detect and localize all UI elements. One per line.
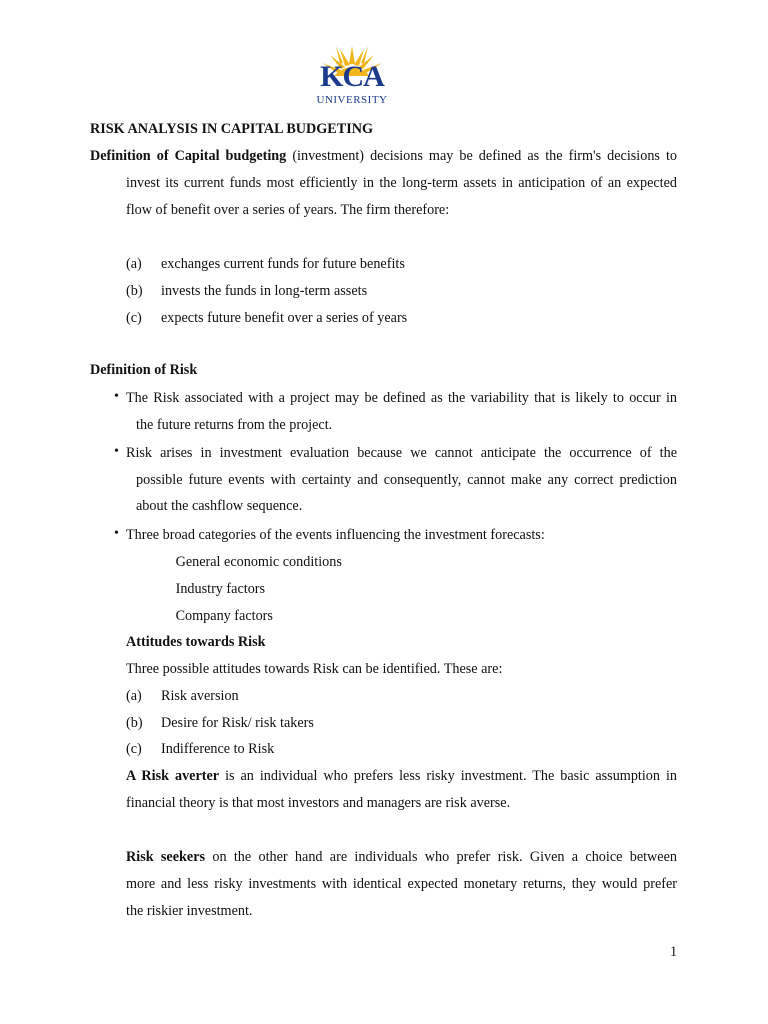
- page-number: 1: [670, 944, 678, 960]
- list-marker: (b): [126, 715, 143, 731]
- list-item: exchanges current funds for future benefits: [161, 256, 405, 272]
- attitudes-intro: Three possible attitudes towards Risk can be identified. These are:: [126, 661, 503, 677]
- list-item: invests the funds in long-term assets: [161, 283, 368, 299]
- list-marker: (a): [126, 256, 142, 272]
- risk-bullet-1-line-1: The Risk associated with a project may be defined as the variability that is likely to occur in: [126, 390, 677, 406]
- list-marker: (b): [126, 283, 143, 299]
- risk-bullet-2-line-2: possible future events with certainty and consequently, cannot make any correct prediction: [136, 472, 677, 488]
- risk-bullet-2-line-3: about the cashflow sequence.: [136, 498, 303, 514]
- category-item: General economic conditions: [161, 554, 328, 570]
- list-marker: (c): [126, 741, 142, 757]
- category-item: Company factors: [161, 608, 259, 624]
- list-item: Desire for Risk/ risk takers: [161, 715, 314, 731]
- seekers-line-3: the riskier investment.: [126, 903, 253, 919]
- bullet-icon: •: [114, 444, 119, 459]
- risk-bullet-3-line-1: Three broad categories of the events influencing the investment forecasts:: [126, 527, 545, 543]
- attitudes-heading: Attitudes towards Risk: [126, 634, 266, 650]
- document-title: RISK ANALYSIS IN CAPITAL BUDGETING: [90, 121, 374, 137]
- capital-budgeting-term: Definition of Capital budgeting: [90, 148, 287, 164]
- logo-university-text: UNIVERSITY: [316, 94, 388, 106]
- checkbox-glyph-icon: [161, 581, 172, 597]
- list-marker: (c): [126, 310, 142, 326]
- seekers-term: Risk seekers: [126, 849, 206, 865]
- capital-budgeting-line-2: invest its current funds most efficiently in the long-term assets in anticipation of an expected: [126, 175, 677, 191]
- seekers-line-1: Risk seekers on the other hand are individuals who prefer risk. Given a choice between: [126, 849, 677, 865]
- averter-term: A Risk averter: [126, 768, 220, 784]
- logo-mark-text: KCA: [320, 60, 384, 93]
- averter-line-2: financial theory is that most investors and managers are risk averse.: [126, 795, 511, 811]
- logo-tagline: · · · · ·: [337, 106, 367, 111]
- risk-bullet-1-line-2: the future returns from the project.: [136, 417, 333, 433]
- bullet-icon: •: [114, 526, 119, 541]
- list-item: Indifference to Risk: [161, 741, 275, 757]
- list-marker: (a): [126, 688, 142, 704]
- kca-university-logo: [306, 44, 398, 114]
- risk-heading: Definition of Risk: [90, 362, 198, 378]
- seekers-line-2: more and less risky investments with identical expected monetary returns, they would prefer: [126, 876, 677, 892]
- capital-budgeting-line-3: flow of benefit over a series of years. The firm therefore:: [126, 202, 450, 218]
- bullet-icon: •: [114, 389, 119, 404]
- capital-budgeting-line-1: Definition of Capital budgeting (investment) decisions may be defined as the firm's decisions to: [90, 148, 678, 164]
- list-item: expects future benefit over a series of years: [161, 310, 408, 326]
- averter-line-1: A Risk averter is an individual who prefers less risky investment. The basic assumption in: [126, 768, 677, 784]
- category-item: Industry factors: [161, 581, 251, 597]
- list-item: Risk aversion: [161, 688, 239, 704]
- checkbox-glyph-icon: [161, 554, 172, 570]
- checkbox-glyph-icon: [161, 608, 172, 624]
- risk-bullet-2-line-1: Risk arises in investment evaluation because we cannot anticipate the occurrence of the: [126, 445, 677, 461]
